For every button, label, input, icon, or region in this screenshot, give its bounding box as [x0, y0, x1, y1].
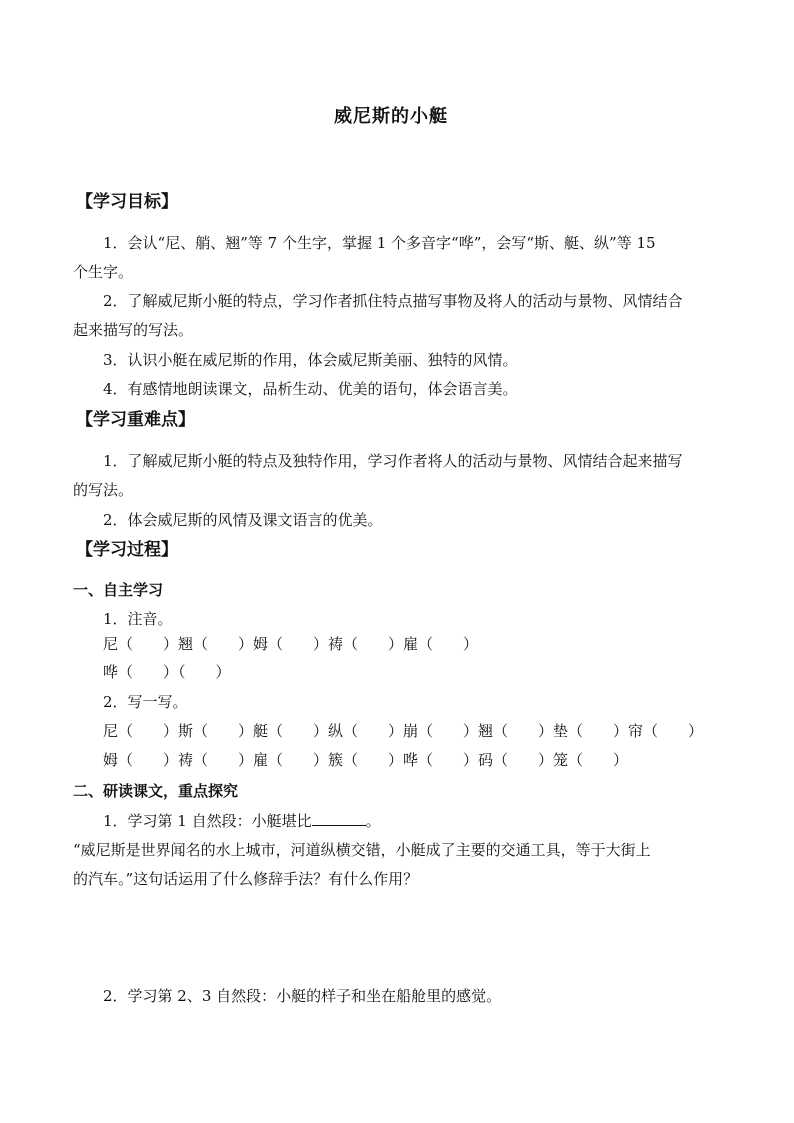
page-title: 威尼斯的小艇: [334, 106, 448, 127]
key-point-1-line1: 1．了解威尼斯小艇的特点及独特作用，学习作者将人的活动与景物、风情结合起来描写: [103, 452, 683, 470]
writing-row-2: 姆（ ）祷（ ）雇（ ）簇（ ）哗（ ）码（ ）笼（ ）: [103, 751, 629, 769]
objective-1-line2: 个生字。: [73, 263, 134, 281]
key-points-heading: 【学习重难点】: [76, 410, 195, 430]
quote-line-2: 的汽车。”这句话运用了什么修辞手法？有什么作用？: [73, 870, 419, 888]
key-point-1-line2: 的写法。: [73, 481, 134, 499]
pinyin-row-2: 哗（ ）（ ）: [103, 663, 231, 681]
objective-1-line1: 1．会认“尼、艄、翘”等 7 个生字，掌握 1 个多音字“哗”，会写“斯、艇、纵”等 15: [103, 234, 656, 252]
section1-q1-label: 1．注音。: [103, 610, 173, 628]
section2-q2: 2．学习第 2、3 自然段：小艇的样子和坐在船舱里的感觉。: [103, 987, 502, 1005]
section1-q2-label: 2．写一写。: [103, 693, 188, 711]
section2-q1: [103, 811, 381, 831]
objective-2-line2: 起来描写的写法。: [73, 321, 194, 339]
section2-q1-end: 。: [365, 812, 381, 830]
pinyin-row-1: 尼（ ）翘（ ）姆（ ）祷（ ）雇（ ）: [103, 635, 479, 653]
quote-line-1: “威尼斯是世界闻名的水上城市，河道纵横交错，小艇成了主要的交通工具，等于大街上: [73, 841, 651, 859]
section1-heading: 一、自主学习: [73, 581, 164, 599]
process-heading: 【学习过程】: [76, 540, 178, 560]
objective-3: 3．认识小艇在威尼斯的作用，体会威尼斯美丽、独特的风情。: [103, 351, 518, 369]
writing-row-1: 尼（ ）斯（ ）艇（ ）纵（ ）崩（ ）翘（ ）垫（ ）帘（ ）: [103, 722, 704, 740]
fill-in-blank[interactable]: [312, 811, 366, 826]
section2-q1-label: 1．学习第 1 自然段：小艇堪比: [103, 812, 312, 830]
objective-2-line1: 2．了解威尼斯小艇的特点，学习作者抓住特点描写事物及将人的活动与景物、风情结合: [103, 292, 683, 310]
key-point-2: 2．体会威尼斯的风情及课文语言的优美。: [103, 511, 383, 529]
section2-heading: 二、研读课文，重点探究: [73, 782, 239, 800]
objectives-heading: 【学习目标】: [76, 192, 178, 212]
objective-4: 4．有感情地朗读课文，品析生动、优美的语句，体会语言美。: [103, 380, 518, 398]
